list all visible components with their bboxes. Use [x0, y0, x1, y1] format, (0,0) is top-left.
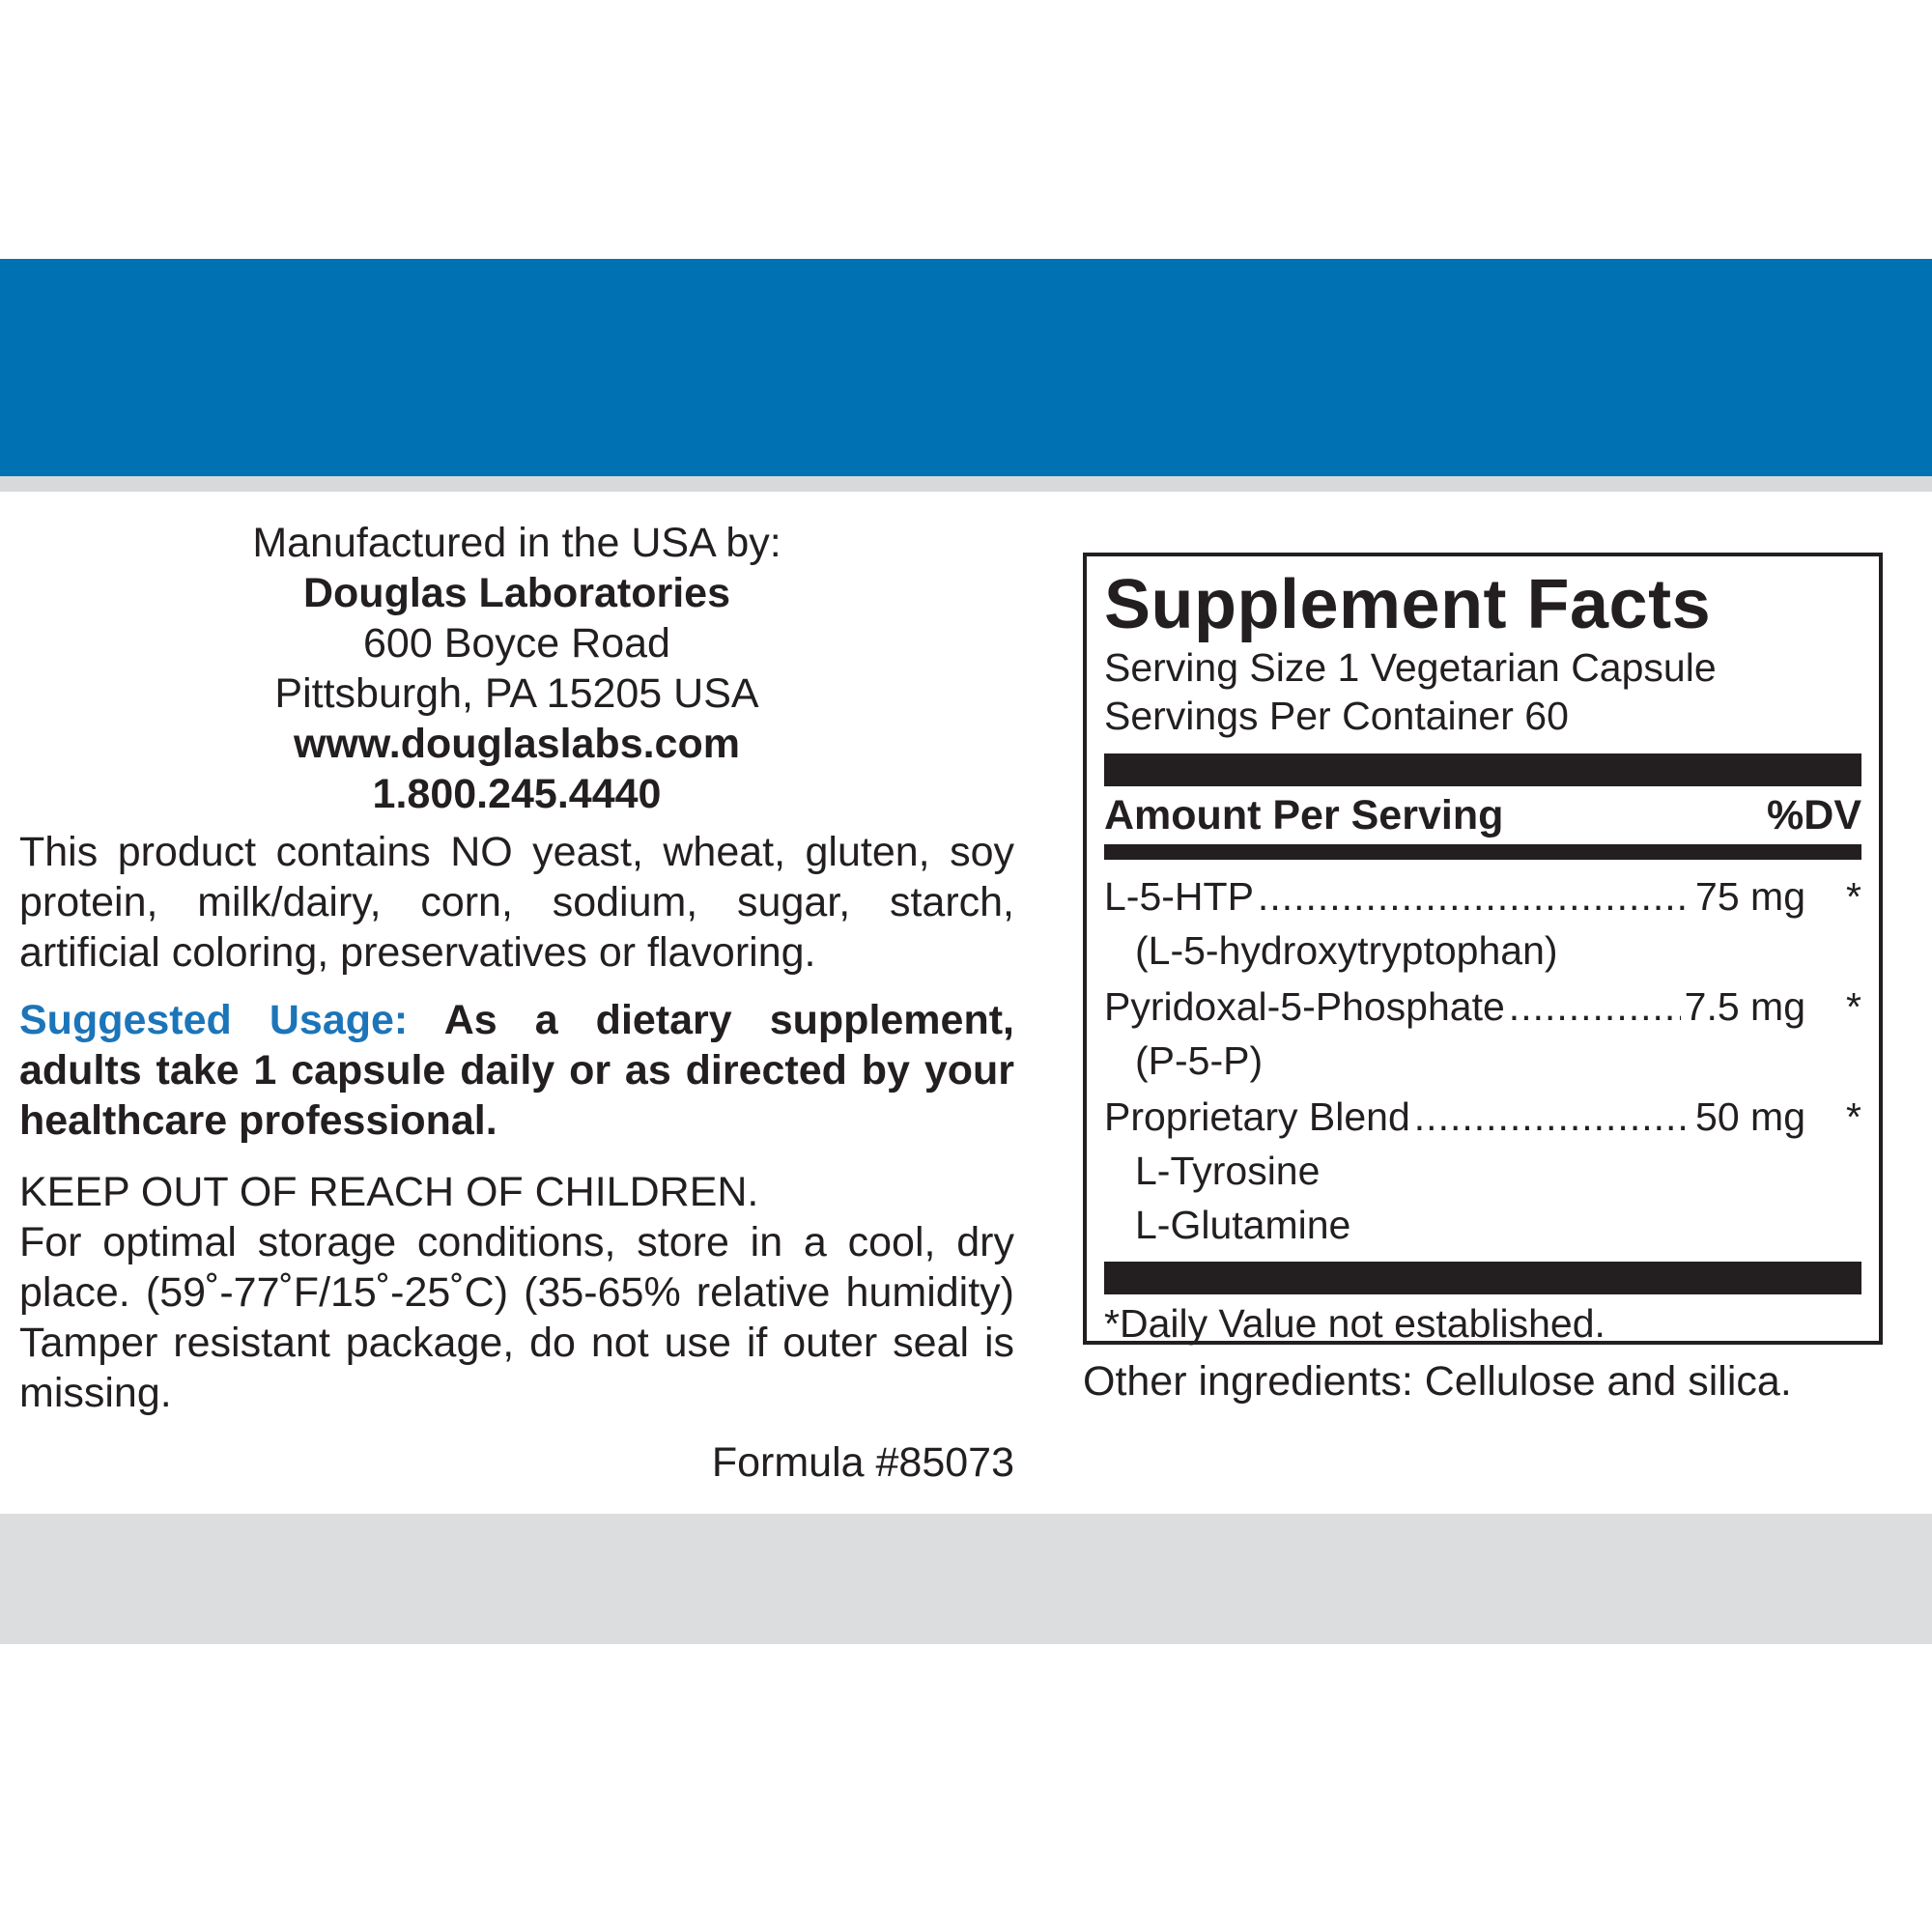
top-blue-band	[0, 259, 1932, 476]
blend-ingredient: L-Glutamine	[1135, 1203, 1351, 1247]
manufacturer-city: Pittsburgh, PA 15205 USA	[274, 670, 759, 717]
nutrient-row	[1104, 869, 1861, 923]
warning-block	[19, 1167, 1014, 1418]
nutrient-subname: (L-5-hydroxytryptophan)	[1135, 928, 1558, 973]
facts-title: Supplement Facts	[1104, 566, 1712, 643]
nutrient-name: Pyridoxal-5-Phosphate	[1104, 984, 1505, 1029]
manufacturer-name: Douglas Laboratories	[302, 570, 731, 616]
manufacturer-website: www.douglaslabs.com	[294, 721, 740, 767]
nutrient-row	[1104, 980, 1861, 1034]
gray-divider-strip	[0, 476, 1932, 492]
label-left-column	[19, 518, 1014, 1488]
bottom-gray-band	[0, 1514, 1932, 1644]
facts-divider-bar	[1104, 844, 1861, 860]
leader-dots	[1258, 869, 1691, 923]
nutrient-row	[1104, 1090, 1861, 1144]
serving-size: Serving Size 1 Vegetarian Capsule	[1104, 645, 1717, 690]
suggested-usage-label: Suggested Usage:	[19, 997, 409, 1043]
servings-per-container: Servings Per Container 60	[1104, 694, 1569, 738]
nutrient-name: L-5-HTP	[1104, 874, 1254, 919]
warning-title: KEEP OUT OF REACH OF CHILDREN.	[19, 1169, 759, 1215]
blend-ingredient: L-Tyrosine	[1135, 1149, 1321, 1193]
facts-divider-bar	[1104, 753, 1861, 786]
formula-number: Formula #85073	[711, 1439, 1014, 1486]
storage-text: For optimal storage conditions, store in a cool, dry place. (59˚-77˚F/15˚-25˚C) (35-65% relative humidity) Tamper resistant package, do not use if outer seal is missing.	[19, 1219, 1014, 1416]
nutrient-subname: (P-5-P)	[1135, 1038, 1264, 1083]
leader-dots	[1414, 1090, 1691, 1144]
nutrient-dv: *	[1846, 874, 1861, 919]
facts-divider-bar	[1104, 1262, 1861, 1294]
suggested-usage-text: As a dietary supplement, adults take 1 capsule daily or as directed by your healthcare professional.	[19, 997, 1014, 1144]
nutrient-dv: *	[1846, 984, 1861, 1029]
amount-header-row	[1104, 786, 1861, 844]
nutrient-name: Proprietary Blend	[1104, 1094, 1410, 1139]
dv-header: %DV	[1767, 792, 1861, 838]
suggested-usage	[19, 995, 1014, 1146]
supplement-facts-panel	[1083, 553, 1883, 1345]
nutrient-amount: 75 mg	[1695, 874, 1805, 919]
manufacturer-intro: Manufactured in the USA by:	[252, 520, 781, 566]
amount-per-serving-header: Amount Per Serving	[1104, 792, 1504, 838]
manufacturer-street: 600 Boyce Road	[363, 620, 670, 667]
nutrient-amount: 7.5 mg	[1684, 984, 1805, 1029]
nutrient-dv: *	[1846, 1094, 1861, 1139]
dv-footnote: *Daily Value not established.	[1104, 1301, 1605, 1346]
manufacturer-block	[19, 518, 1014, 819]
manufacturer-phone: 1.800.245.4440	[372, 771, 662, 817]
nutrient-list	[1104, 869, 1861, 1252]
nutrient-amount: 50 mg	[1695, 1094, 1805, 1139]
leader-dots	[1509, 980, 1681, 1034]
allergen-statement: This product contains NO yeast, wheat, gluten, soy protein, milk/dairy, corn, sodium, sugar, starch, artificial coloring, preservatives or flavoring.	[19, 829, 1014, 976]
other-ingredients: Other ingredients: Cellulose and silica.	[1083, 1358, 1792, 1405]
